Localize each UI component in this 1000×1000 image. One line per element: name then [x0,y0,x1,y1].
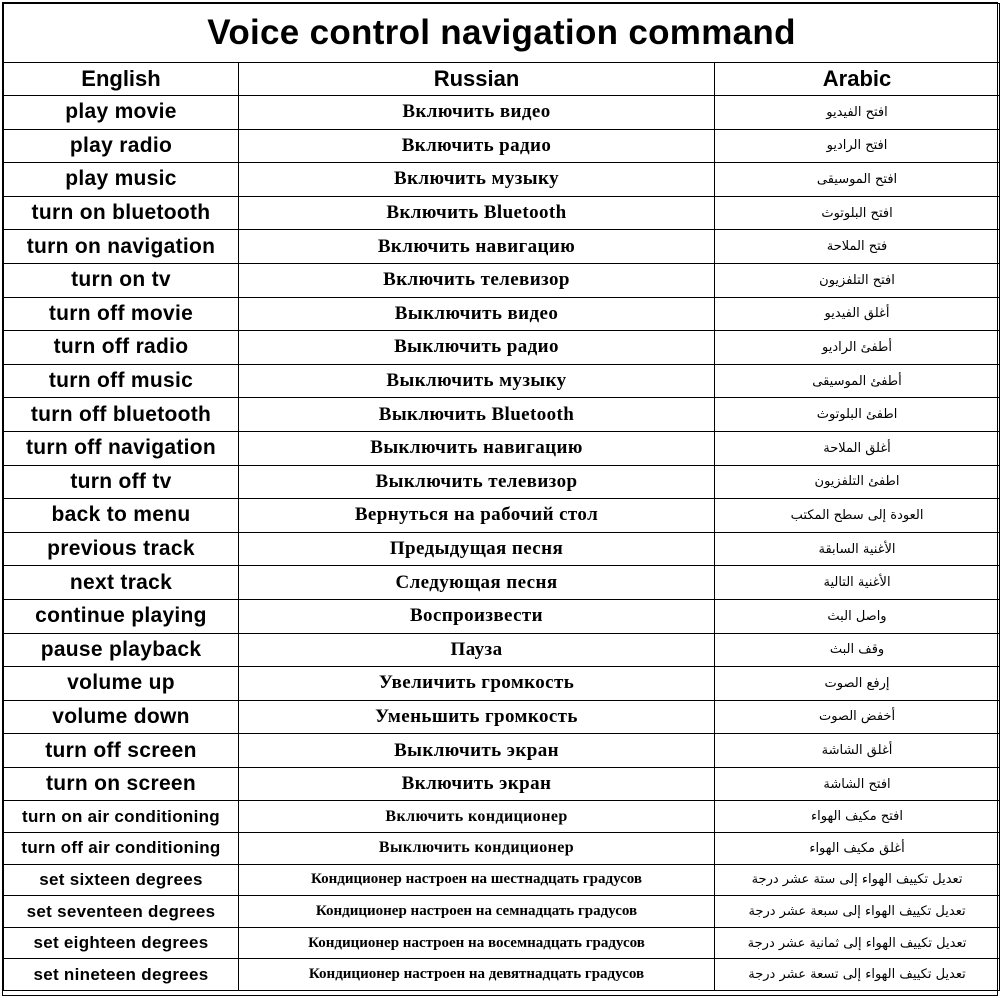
command-table [3,3,1000,991]
table-row [4,734,1000,768]
command-table-sheet [2,2,998,996]
english-command: turn off tv [4,465,239,499]
table-row [4,833,1000,865]
arabic-command: إرفع الصوت [715,667,1000,701]
english-command: turn off screen [4,734,239,768]
table-row [4,532,1000,566]
arabic-command: الأغنية التالية [715,566,1000,600]
english-command: turn off bluetooth [4,398,239,432]
russian-command: Включить навигацию [239,230,715,264]
arabic-command: أخفض الصوت [715,700,1000,734]
english-command: turn off navigation [4,431,239,465]
russian-command: Кондиционер настроен на шестнадцать градусов [239,864,715,896]
russian-command: Увеличить громкость [239,667,715,701]
russian-command: Кондиционер настроен на семнадцать градусов [239,896,715,928]
russian-command: Кондиционер настроен на восемнадцать градусов [239,927,715,959]
table-row [4,864,1000,896]
arabic-command: أطفئ الراديو [715,331,1000,365]
english-command: turn on screen [4,767,239,801]
russian-command: Выключить музыку [239,364,715,398]
arabic-command: واصل البث [715,599,1000,633]
russian-command: Включить музыку [239,163,715,197]
english-command: play music [4,163,239,197]
table-row [4,331,1000,365]
english-command: pause playback [4,633,239,667]
russian-command: Кондиционер настроен на девятнадцать градусов [239,959,715,991]
english-command: play movie [4,96,239,130]
column-header-arabic: Arabic [715,63,1000,96]
arabic-command: اطفئ البلوتوث [715,398,1000,432]
russian-command: Выключить навигацию [239,431,715,465]
english-command: turn off movie [4,297,239,331]
russian-command: Следующая песня [239,566,715,600]
english-command: turn off air conditioning [4,833,239,865]
english-command: turn on bluetooth [4,196,239,230]
table-row [4,364,1000,398]
arabic-command: افتح الشاشة [715,767,1000,801]
english-command: set sixteen degrees [4,864,239,896]
arabic-command: أطفئ الموسيقى [715,364,1000,398]
table-row [4,667,1000,701]
english-command: volume down [4,700,239,734]
russian-command: Уменьшить громкость [239,700,715,734]
arabic-command: افتح البلوتوث [715,196,1000,230]
english-command: previous track [4,532,239,566]
table-title: Voice control navigation command [4,4,1000,63]
arabic-command: العودة إلى سطح المكتب [715,499,1000,533]
russian-command: Включить радио [239,129,715,163]
russian-command: Выключить Bluetooth [239,398,715,432]
table-row [4,263,1000,297]
russian-command: Вернуться на рабочий стол [239,499,715,533]
arabic-command: وقف البث [715,633,1000,667]
table-row [4,959,1000,991]
table-row [4,230,1000,264]
table-row [4,96,1000,130]
table-row [4,398,1000,432]
arabic-command: تعديل تكييف الهواء إلى ستة عشر درجة [715,864,1000,896]
english-command: set nineteen degrees [4,959,239,991]
arabic-command: أغلق الملاحة [715,431,1000,465]
russian-command: Выключить кондиционер [239,833,715,865]
english-command: set seventeen degrees [4,896,239,928]
arabic-command: أغلق مكيف الهواء [715,833,1000,865]
table-row [4,163,1000,197]
table-row [4,801,1000,833]
column-header-english: English [4,63,239,96]
english-command: volume up [4,667,239,701]
table-row [4,499,1000,533]
arabic-command: افتح التلفزيون [715,263,1000,297]
english-command: play radio [4,129,239,163]
arabic-command: افتح مكيف الهواء [715,801,1000,833]
table-row [4,633,1000,667]
russian-command: Выключить экран [239,734,715,768]
table-row [4,431,1000,465]
arabic-command: أغلق الشاشة [715,734,1000,768]
arabic-command: تعديل تكييف الهواء إلى ثمانية عشر درجة [715,927,1000,959]
russian-command: Включить кондиционер [239,801,715,833]
table-row [4,465,1000,499]
english-command: turn off radio [4,331,239,365]
arabic-command: تعديل تكييف الهواء إلى تسعة عشر درجة [715,959,1000,991]
arabic-command: افتح الموسيقى [715,163,1000,197]
table-row [4,599,1000,633]
command-rows [4,96,1000,991]
arabic-command: اطفئ التلفزيون [715,465,1000,499]
russian-command: Пауза [239,633,715,667]
table-row [4,196,1000,230]
table-row [4,767,1000,801]
table-row [4,927,1000,959]
arabic-command: افتح الفيديو [715,96,1000,130]
russian-command: Включить видео [239,96,715,130]
russian-command: Включить экран [239,767,715,801]
arabic-command: تعديل تكييف الهواء إلى سبعة عشر درجة [715,896,1000,928]
english-command: back to menu [4,499,239,533]
table-row [4,297,1000,331]
english-command: turn on air conditioning [4,801,239,833]
arabic-command: فتح الملاحة [715,230,1000,264]
english-command: turn off music [4,364,239,398]
column-header-russian: Russian [239,63,715,96]
russian-command: Воспроизвести [239,599,715,633]
english-command: set eighteen degrees [4,927,239,959]
arabic-command: الأغنية السابقة [715,532,1000,566]
arabic-command: أغلق الفيديو [715,297,1000,331]
table-row [4,700,1000,734]
russian-command: Выключить видео [239,297,715,331]
arabic-command: افتح الراديو [715,129,1000,163]
english-command: next track [4,566,239,600]
russian-command: Выключить радио [239,331,715,365]
russian-command: Предыдущая песня [239,532,715,566]
table-row [4,129,1000,163]
russian-command: Выключить телевизор [239,465,715,499]
russian-command: Включить телевизор [239,263,715,297]
table-row [4,566,1000,600]
english-command: turn on tv [4,263,239,297]
table-row [4,896,1000,928]
english-command: turn on navigation [4,230,239,264]
english-command: continue playing [4,599,239,633]
russian-command: Включить Bluetooth [239,196,715,230]
